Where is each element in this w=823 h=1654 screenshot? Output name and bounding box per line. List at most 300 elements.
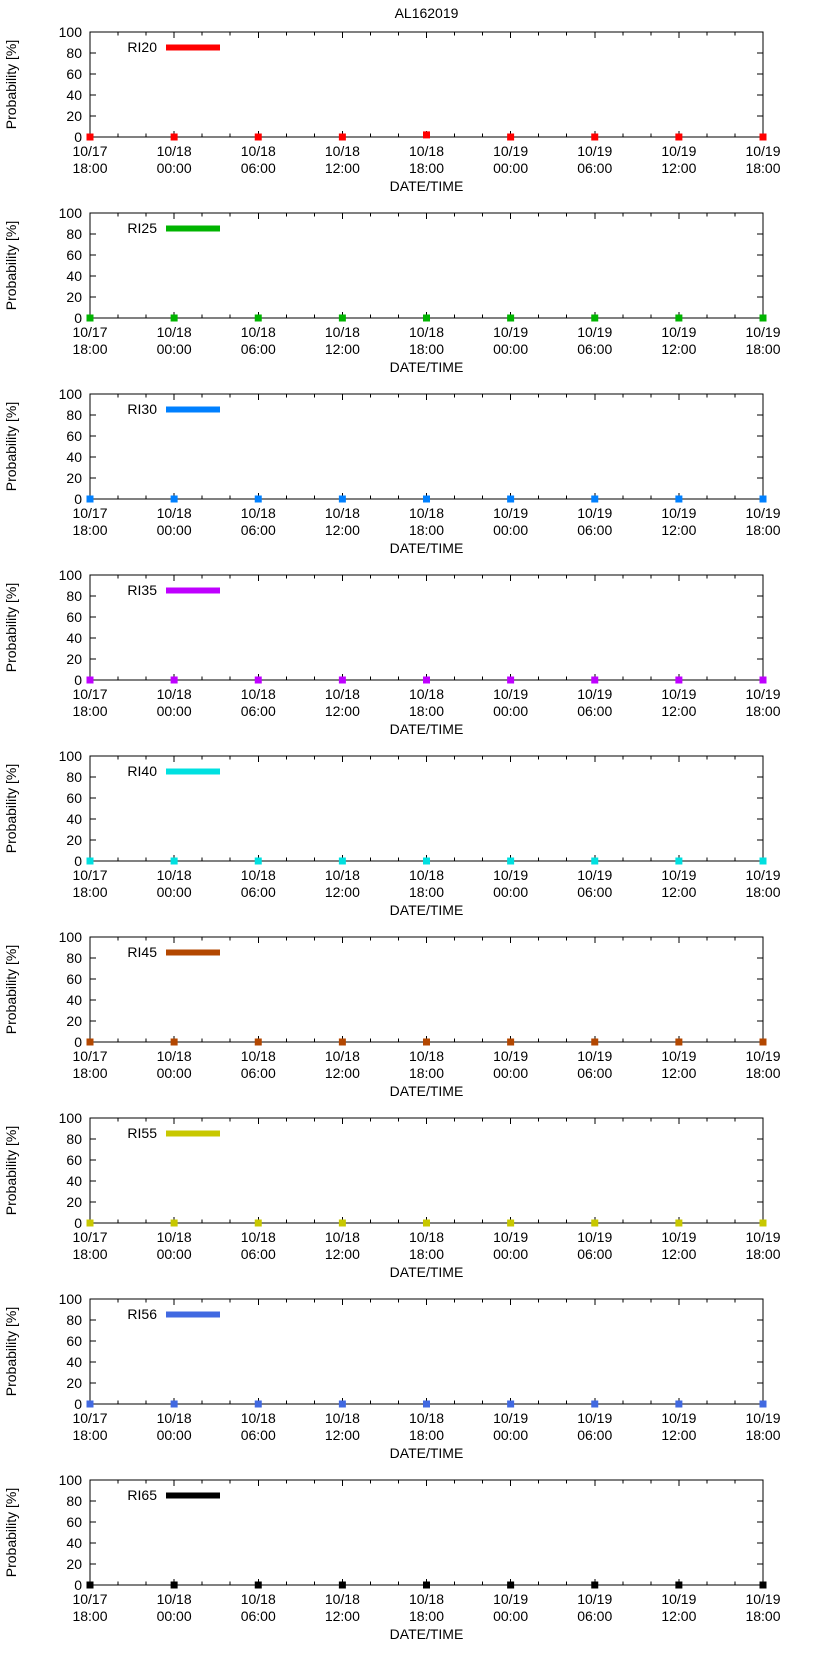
data-point bbox=[675, 1220, 682, 1227]
x-tick-label-date: 10/18 bbox=[408, 1591, 445, 1607]
x-tick-label-date: 10/18 bbox=[408, 1229, 445, 1245]
data-point bbox=[507, 1039, 514, 1046]
y-tick-label: 20 bbox=[66, 1194, 82, 1210]
x-tick-label-time: 18:00 bbox=[745, 341, 781, 357]
x-tick-label-time: 00:00 bbox=[156, 1065, 192, 1081]
x-tick-label-time: 18:00 bbox=[408, 522, 445, 538]
x-tick-label-time: 06:00 bbox=[577, 1608, 613, 1624]
x-tick-label-date: 10/19 bbox=[577, 867, 613, 883]
data-point bbox=[591, 858, 598, 865]
data-point bbox=[507, 1401, 514, 1408]
x-tick-label-time: 06:00 bbox=[577, 1246, 613, 1262]
x-tick-label-date: 10/18 bbox=[408, 1410, 445, 1426]
x-tick-label-date: 10/19 bbox=[661, 867, 697, 883]
data-point bbox=[423, 1220, 430, 1227]
y-axis-label: Probability [%] bbox=[3, 401, 19, 492]
data-point bbox=[591, 1220, 598, 1227]
chart-panel-RI30 bbox=[0, 387, 823, 568]
x-tick-label-time: 18:00 bbox=[745, 884, 781, 900]
y-tick-label: 80 bbox=[66, 407, 82, 423]
data-point bbox=[675, 1401, 682, 1408]
x-tick-label-time: 12:00 bbox=[661, 1608, 697, 1624]
x-axis-label: DATE/TIME bbox=[389, 1264, 464, 1280]
legend-swatch bbox=[166, 226, 220, 232]
data-point bbox=[255, 858, 262, 865]
x-tick-label-date: 10/18 bbox=[156, 505, 192, 521]
y-tick-label: 0 bbox=[74, 129, 82, 145]
x-tick-label-date: 10/18 bbox=[408, 324, 445, 340]
x-tick-label-time: 06:00 bbox=[577, 341, 613, 357]
data-point bbox=[675, 858, 682, 865]
data-point bbox=[760, 1039, 767, 1046]
x-tick-label-time: 00:00 bbox=[156, 1246, 192, 1262]
chart-panel-RI55 bbox=[0, 1111, 823, 1292]
y-tick-label: 60 bbox=[66, 790, 82, 806]
data-point bbox=[87, 496, 94, 503]
y-tick-label: 80 bbox=[66, 588, 82, 604]
legend-label: RI65 bbox=[127, 1487, 157, 1503]
x-tick-label-date: 10/18 bbox=[156, 1229, 192, 1245]
x-tick-label-date: 10/18 bbox=[156, 324, 192, 340]
x-tick-label-time: 06:00 bbox=[577, 1065, 613, 1081]
y-axis-label: Probability [%] bbox=[3, 944, 19, 1035]
x-tick-label-time: 06:00 bbox=[577, 522, 613, 538]
data-point bbox=[507, 315, 514, 322]
y-tick-label: 80 bbox=[66, 1131, 82, 1147]
y-tick-label: 80 bbox=[66, 226, 82, 242]
x-tick-label-date: 10/19 bbox=[661, 505, 697, 521]
y-tick-label: 100 bbox=[58, 568, 82, 583]
data-point bbox=[675, 315, 682, 322]
x-tick-label-date: 10/17 bbox=[72, 505, 108, 521]
x-tick-label-time: 12:00 bbox=[661, 341, 697, 357]
chart-panel-RI45 bbox=[0, 930, 823, 1111]
legend-swatch bbox=[166, 588, 220, 594]
y-tick-label: 100 bbox=[58, 1292, 82, 1307]
legend-label: RI30 bbox=[127, 401, 157, 417]
x-tick-label-time: 18:00 bbox=[72, 1065, 108, 1081]
data-point bbox=[675, 1039, 682, 1046]
x-tick-label-date: 10/19 bbox=[577, 505, 613, 521]
data-point bbox=[423, 677, 430, 684]
legend-label: RI55 bbox=[127, 1125, 157, 1141]
x-tick-label-time: 18:00 bbox=[408, 703, 445, 719]
y-tick-label: 0 bbox=[74, 310, 82, 326]
legend-swatch bbox=[166, 1493, 220, 1499]
x-tick-label-time: 12:00 bbox=[661, 703, 697, 719]
data-point bbox=[591, 1039, 598, 1046]
data-point bbox=[255, 496, 262, 503]
x-tick-label-time: 00:00 bbox=[156, 522, 192, 538]
x-tick-label-time: 06:00 bbox=[577, 1427, 613, 1443]
legend-swatch bbox=[166, 950, 220, 956]
x-tick-label-date: 10/18 bbox=[240, 686, 276, 702]
x-tick-label-time: 18:00 bbox=[72, 522, 108, 538]
y-tick-label: 0 bbox=[74, 1034, 82, 1050]
legend-swatch bbox=[166, 1131, 220, 1137]
legend-swatch bbox=[166, 45, 220, 51]
x-tick-label-time: 18:00 bbox=[408, 1065, 445, 1081]
legend-label: RI45 bbox=[127, 944, 157, 960]
data-point bbox=[87, 315, 94, 322]
x-tick-label-date: 10/19 bbox=[493, 1229, 529, 1245]
x-tick-label-date: 10/19 bbox=[577, 686, 613, 702]
x-tick-label-time: 06:00 bbox=[577, 703, 613, 719]
x-tick-label-time: 12:00 bbox=[324, 341, 360, 357]
x-axis-label: DATE/TIME bbox=[389, 1445, 464, 1461]
legend-label: RI40 bbox=[127, 763, 157, 779]
y-tick-label: 100 bbox=[58, 930, 82, 945]
x-tick-label-date: 10/18 bbox=[156, 143, 192, 159]
y-axis-label: Probability [%] bbox=[3, 39, 19, 130]
x-tick-label-date: 10/19 bbox=[493, 867, 529, 883]
x-tick-label-time: 18:00 bbox=[745, 1246, 781, 1262]
x-tick-label-time: 00:00 bbox=[156, 1608, 192, 1624]
x-axis-label: DATE/TIME bbox=[389, 359, 464, 375]
x-tick-label-time: 18:00 bbox=[408, 160, 445, 176]
x-axis-label: DATE/TIME bbox=[389, 178, 464, 194]
x-tick-label-time: 12:00 bbox=[661, 884, 697, 900]
chart-panel-RI20 bbox=[0, 25, 823, 206]
x-tick-label-time: 12:00 bbox=[324, 1065, 360, 1081]
x-tick-label-time: 00:00 bbox=[156, 1427, 192, 1443]
y-tick-label: 60 bbox=[66, 247, 82, 263]
x-axis-label: DATE/TIME bbox=[389, 540, 464, 556]
data-point bbox=[255, 315, 262, 322]
y-tick-label: 60 bbox=[66, 1333, 82, 1349]
data-point bbox=[171, 134, 178, 141]
data-point bbox=[339, 1039, 346, 1046]
x-tick-label-time: 18:00 bbox=[745, 703, 781, 719]
x-tick-label-time: 00:00 bbox=[493, 703, 529, 719]
y-tick-label: 60 bbox=[66, 66, 82, 82]
x-tick-label-date: 10/18 bbox=[240, 324, 276, 340]
y-tick-label: 80 bbox=[66, 769, 82, 785]
y-tick-label: 0 bbox=[74, 1396, 82, 1412]
x-tick-label-time: 06:00 bbox=[240, 1246, 276, 1262]
x-tick-label-date: 10/18 bbox=[408, 867, 445, 883]
x-tick-label-time: 12:00 bbox=[324, 884, 360, 900]
x-tick-label-time: 12:00 bbox=[324, 160, 360, 176]
y-tick-label: 0 bbox=[74, 1577, 82, 1593]
data-point bbox=[423, 131, 430, 138]
x-tick-label-date: 10/19 bbox=[745, 143, 781, 159]
y-tick-label: 0 bbox=[74, 491, 82, 507]
data-point bbox=[339, 1220, 346, 1227]
data-point bbox=[675, 677, 682, 684]
panels-container bbox=[0, 25, 823, 1654]
legend-swatch bbox=[166, 407, 220, 413]
data-point bbox=[507, 1220, 514, 1227]
data-point bbox=[339, 1582, 346, 1589]
y-tick-label: 20 bbox=[66, 1013, 82, 1029]
chart-title: AL162019 bbox=[394, 5, 459, 21]
x-tick-label-time: 12:00 bbox=[324, 522, 360, 538]
x-tick-label-time: 00:00 bbox=[493, 1246, 529, 1262]
data-point bbox=[760, 496, 767, 503]
data-point bbox=[339, 858, 346, 865]
data-point bbox=[423, 1401, 430, 1408]
x-tick-label-time: 12:00 bbox=[661, 1246, 697, 1262]
data-point bbox=[339, 677, 346, 684]
y-tick-label: 40 bbox=[66, 87, 82, 103]
x-tick-label-time: 12:00 bbox=[661, 160, 697, 176]
y-tick-label: 100 bbox=[58, 749, 82, 764]
x-tick-label-time: 12:00 bbox=[661, 1427, 697, 1443]
data-point bbox=[591, 315, 598, 322]
x-tick-label-date: 10/18 bbox=[240, 1591, 276, 1607]
data-point bbox=[87, 1582, 94, 1589]
data-point bbox=[171, 1401, 178, 1408]
data-point bbox=[339, 315, 346, 322]
chart-panel-RI40 bbox=[0, 749, 823, 930]
data-point bbox=[760, 858, 767, 865]
y-tick-label: 40 bbox=[66, 630, 82, 646]
y-tick-label: 0 bbox=[74, 1215, 82, 1231]
x-tick-label-date: 10/17 bbox=[72, 143, 108, 159]
data-point bbox=[255, 1220, 262, 1227]
x-tick-label-date: 10/19 bbox=[577, 1229, 613, 1245]
y-tick-label: 60 bbox=[66, 1514, 82, 1530]
data-point bbox=[339, 134, 346, 141]
data-point bbox=[171, 1039, 178, 1046]
y-tick-label: 100 bbox=[58, 206, 82, 221]
x-tick-label-date: 10/19 bbox=[493, 1410, 529, 1426]
x-tick-label-date: 10/18 bbox=[324, 324, 360, 340]
legend-label: RI35 bbox=[127, 582, 157, 598]
x-axis-label: DATE/TIME bbox=[389, 721, 464, 737]
x-tick-label-date: 10/19 bbox=[577, 1048, 613, 1064]
x-tick-label-date: 10/18 bbox=[156, 867, 192, 883]
x-tick-label-date: 10/18 bbox=[408, 505, 445, 521]
x-tick-label-date: 10/19 bbox=[745, 1229, 781, 1245]
data-point bbox=[87, 677, 94, 684]
x-tick-label-date: 10/19 bbox=[493, 324, 529, 340]
y-tick-label: 40 bbox=[66, 449, 82, 465]
x-tick-label-time: 18:00 bbox=[408, 884, 445, 900]
y-tick-label: 100 bbox=[58, 25, 82, 40]
x-tick-label-time: 18:00 bbox=[408, 1427, 445, 1443]
x-axis-label: DATE/TIME bbox=[389, 902, 464, 918]
x-tick-label-time: 00:00 bbox=[156, 703, 192, 719]
y-axis-label: Probability [%] bbox=[3, 1487, 19, 1578]
x-tick-label-time: 00:00 bbox=[493, 522, 529, 538]
data-point bbox=[760, 1220, 767, 1227]
y-tick-label: 60 bbox=[66, 609, 82, 625]
data-point bbox=[760, 1401, 767, 1408]
data-point bbox=[423, 496, 430, 503]
x-tick-label-date: 10/18 bbox=[156, 1591, 192, 1607]
y-tick-label: 20 bbox=[66, 470, 82, 486]
chart-panel-RI35 bbox=[0, 568, 823, 749]
x-tick-label-time: 12:00 bbox=[661, 1065, 697, 1081]
data-point bbox=[675, 1582, 682, 1589]
data-point bbox=[339, 1401, 346, 1408]
y-tick-label: 60 bbox=[66, 971, 82, 987]
y-tick-label: 60 bbox=[66, 1152, 82, 1168]
data-point bbox=[507, 496, 514, 503]
data-point bbox=[171, 1220, 178, 1227]
data-point bbox=[507, 134, 514, 141]
data-point bbox=[171, 1582, 178, 1589]
x-tick-label-date: 10/19 bbox=[745, 867, 781, 883]
x-tick-label-time: 06:00 bbox=[240, 522, 276, 538]
x-tick-label-date: 10/18 bbox=[240, 1229, 276, 1245]
x-tick-label-time: 12:00 bbox=[661, 522, 697, 538]
x-tick-label-time: 18:00 bbox=[72, 1608, 108, 1624]
x-tick-label-date: 10/18 bbox=[324, 1410, 360, 1426]
x-tick-label-date: 10/19 bbox=[661, 1048, 697, 1064]
y-tick-label: 60 bbox=[66, 428, 82, 444]
y-tick-label: 20 bbox=[66, 289, 82, 305]
data-point bbox=[255, 1582, 262, 1589]
x-tick-label-time: 00:00 bbox=[493, 1065, 529, 1081]
x-tick-label-date: 10/18 bbox=[324, 1591, 360, 1607]
x-axis-label: DATE/TIME bbox=[389, 1626, 464, 1642]
y-tick-label: 100 bbox=[58, 1111, 82, 1126]
y-tick-label: 80 bbox=[66, 950, 82, 966]
x-tick-label-time: 18:00 bbox=[745, 1065, 781, 1081]
x-tick-label-time: 00:00 bbox=[493, 341, 529, 357]
data-point bbox=[591, 496, 598, 503]
y-tick-label: 40 bbox=[66, 811, 82, 827]
x-tick-label-time: 06:00 bbox=[240, 1065, 276, 1081]
x-tick-label-time: 18:00 bbox=[745, 160, 781, 176]
x-tick-label-date: 10/18 bbox=[240, 143, 276, 159]
x-tick-label-date: 10/19 bbox=[745, 686, 781, 702]
y-axis-label: Probability [%] bbox=[3, 582, 19, 673]
x-tick-label-date: 10/19 bbox=[493, 686, 529, 702]
x-tick-label-date: 10/18 bbox=[408, 143, 445, 159]
x-tick-label-date: 10/18 bbox=[408, 1048, 445, 1064]
x-tick-label-time: 06:00 bbox=[240, 341, 276, 357]
x-tick-label-date: 10/19 bbox=[661, 1229, 697, 1245]
legend-label: RI20 bbox=[127, 39, 157, 55]
data-point bbox=[760, 677, 767, 684]
x-tick-label-date: 10/19 bbox=[493, 1048, 529, 1064]
x-tick-label-time: 06:00 bbox=[577, 160, 613, 176]
x-tick-label-time: 06:00 bbox=[577, 884, 613, 900]
data-point bbox=[507, 858, 514, 865]
y-axis-label: Probability [%] bbox=[3, 220, 19, 311]
data-point bbox=[87, 858, 94, 865]
y-axis-label: Probability [%] bbox=[3, 1125, 19, 1216]
x-tick-label-date: 10/18 bbox=[324, 143, 360, 159]
x-tick-label-time: 18:00 bbox=[72, 884, 108, 900]
data-point bbox=[171, 496, 178, 503]
x-tick-label-date: 10/19 bbox=[577, 1591, 613, 1607]
x-tick-label-date: 10/18 bbox=[240, 1410, 276, 1426]
x-tick-label-time: 00:00 bbox=[156, 160, 192, 176]
data-point bbox=[423, 315, 430, 322]
y-tick-label: 40 bbox=[66, 992, 82, 1008]
y-tick-label: 80 bbox=[66, 1493, 82, 1509]
x-tick-label-time: 18:00 bbox=[745, 1427, 781, 1443]
y-tick-label: 100 bbox=[58, 387, 82, 402]
x-tick-label-time: 18:00 bbox=[408, 1608, 445, 1624]
y-tick-label: 0 bbox=[74, 853, 82, 869]
data-point bbox=[255, 1039, 262, 1046]
x-tick-label-time: 06:00 bbox=[240, 160, 276, 176]
x-tick-label-time: 18:00 bbox=[72, 1246, 108, 1262]
chart-panel-RI25 bbox=[0, 206, 823, 387]
y-tick-label: 40 bbox=[66, 268, 82, 284]
x-tick-label-date: 10/18 bbox=[324, 867, 360, 883]
x-tick-label-date: 10/17 bbox=[72, 686, 108, 702]
x-tick-label-date: 10/17 bbox=[72, 1591, 108, 1607]
x-tick-label-time: 00:00 bbox=[493, 160, 529, 176]
data-point bbox=[255, 1401, 262, 1408]
chart-panel-RI56 bbox=[0, 1292, 823, 1473]
legend-swatch bbox=[166, 769, 220, 775]
y-tick-label: 40 bbox=[66, 1354, 82, 1370]
x-tick-label-date: 10/19 bbox=[661, 143, 697, 159]
data-point bbox=[171, 858, 178, 865]
x-tick-label-time: 18:00 bbox=[72, 341, 108, 357]
data-point bbox=[87, 1401, 94, 1408]
y-tick-label: 40 bbox=[66, 1535, 82, 1551]
x-tick-label-date: 10/19 bbox=[745, 1591, 781, 1607]
data-point bbox=[339, 496, 346, 503]
data-point bbox=[675, 134, 682, 141]
x-tick-label-time: 06:00 bbox=[240, 884, 276, 900]
x-tick-label-date: 10/17 bbox=[72, 1048, 108, 1064]
x-tick-label-time: 06:00 bbox=[240, 1608, 276, 1624]
x-tick-label-date: 10/17 bbox=[72, 867, 108, 883]
x-tick-label-date: 10/19 bbox=[493, 143, 529, 159]
data-point bbox=[423, 1039, 430, 1046]
data-point bbox=[760, 315, 767, 322]
legend-label: RI25 bbox=[127, 220, 157, 236]
x-tick-label-time: 06:00 bbox=[240, 703, 276, 719]
data-point bbox=[171, 315, 178, 322]
x-tick-label-date: 10/18 bbox=[240, 867, 276, 883]
x-tick-label-date: 10/18 bbox=[156, 1048, 192, 1064]
legend-label: RI56 bbox=[127, 1306, 157, 1322]
x-axis-label: DATE/TIME bbox=[389, 1083, 464, 1099]
x-tick-label-date: 10/19 bbox=[577, 143, 613, 159]
y-tick-label: 80 bbox=[66, 1312, 82, 1328]
x-tick-label-time: 18:00 bbox=[72, 1427, 108, 1443]
x-tick-label-time: 00:00 bbox=[156, 341, 192, 357]
x-tick-label-date: 10/19 bbox=[493, 1591, 529, 1607]
data-point bbox=[255, 134, 262, 141]
x-tick-label-time: 18:00 bbox=[408, 341, 445, 357]
data-point bbox=[87, 1039, 94, 1046]
x-tick-label-date: 10/18 bbox=[324, 505, 360, 521]
y-tick-label: 20 bbox=[66, 1375, 82, 1391]
x-tick-label-date: 10/18 bbox=[324, 686, 360, 702]
y-tick-label: 20 bbox=[66, 108, 82, 124]
y-tick-label: 80 bbox=[66, 45, 82, 61]
y-tick-label: 0 bbox=[74, 672, 82, 688]
x-tick-label-date: 10/17 bbox=[72, 324, 108, 340]
y-tick-label: 100 bbox=[58, 1473, 82, 1488]
y-axis-label: Probability [%] bbox=[3, 1306, 19, 1397]
x-tick-label-time: 00:00 bbox=[493, 1427, 529, 1443]
data-point bbox=[591, 134, 598, 141]
data-point bbox=[255, 677, 262, 684]
data-point bbox=[507, 677, 514, 684]
data-point bbox=[87, 134, 94, 141]
data-point bbox=[87, 1220, 94, 1227]
data-point bbox=[423, 1582, 430, 1589]
x-tick-label-date: 10/18 bbox=[156, 686, 192, 702]
x-tick-label-time: 06:00 bbox=[240, 1427, 276, 1443]
x-tick-label-date: 10/19 bbox=[493, 505, 529, 521]
data-point bbox=[591, 677, 598, 684]
y-tick-label: 40 bbox=[66, 1173, 82, 1189]
